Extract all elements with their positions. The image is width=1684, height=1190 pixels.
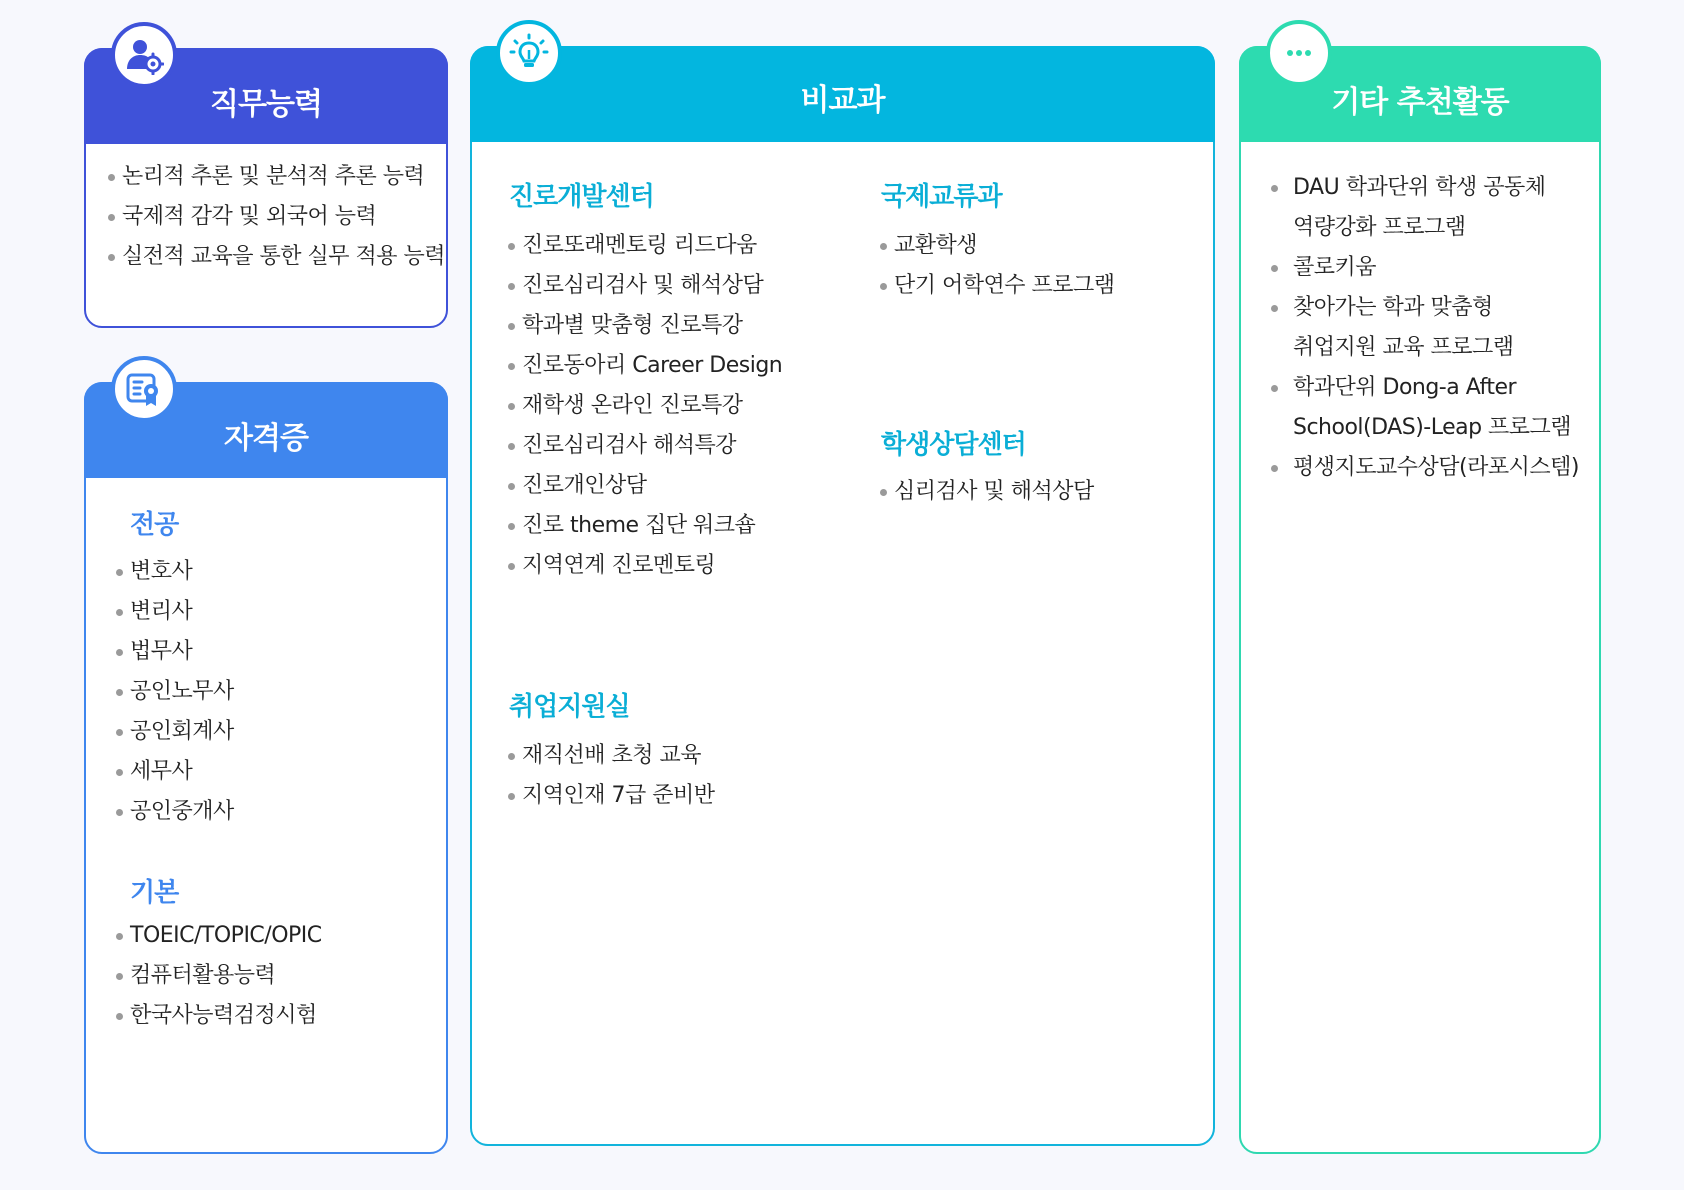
major-list: [116, 552, 234, 832]
list-item: 한국사능력검정시험: [116, 996, 322, 1036]
other-activities-list: [1271, 168, 1579, 488]
list-item: 진로심리검사 해석특강: [508, 426, 782, 466]
employment-list: [508, 736, 715, 816]
international-title: 국제교류과: [881, 182, 1002, 212]
list-item: 평생지도교수상담(라포시스템): [1271, 448, 1579, 488]
list-item: 진로심리검사 및 해석상담: [508, 266, 782, 306]
list-item: 재학생 온라인 진로특강: [508, 386, 782, 426]
international-list: [880, 226, 1115, 306]
list-item: 학과단위 Dong-a After: [1271, 368, 1579, 408]
list-item: 변호사: [116, 552, 234, 592]
career-center-list: [508, 226, 782, 586]
list-item: 취업지원 교육 프로그램: [1293, 335, 1514, 360]
list-item: 실전적 교육을 통한 실무 적용 능력: [108, 237, 445, 277]
certificate-icon: [111, 356, 177, 422]
extracurricular-card: [470, 46, 1215, 1146]
major-section-title: 전공: [130, 510, 179, 540]
list-item: 국제적 감각 및 외국어 능력: [108, 197, 445, 237]
list-item: 지역인재 7급 준비반: [508, 776, 715, 816]
more-dots-icon: [1266, 20, 1332, 86]
list-item: School(DAS)-Leap 프로그램: [1293, 415, 1572, 440]
other-activities-title: 기타 추천활동: [1331, 85, 1509, 120]
list-item: 세무사: [116, 752, 234, 792]
list-item: 지역연계 진로멘토링: [508, 546, 782, 586]
extracurricular-header: [470, 46, 1215, 142]
job-skills-list: [108, 157, 445, 277]
list-item: 학과별 맞춤형 진로특강: [508, 306, 782, 346]
list-item: 찾아가는 학과 맞춤형: [1271, 288, 1579, 328]
list-item: 심리검사 및 해석상담: [880, 472, 1094, 512]
certificate-title: 자격증: [224, 421, 308, 456]
list-item: 공인회계사: [116, 712, 234, 752]
certificate-card: [84, 382, 448, 1154]
list-item: 진로동아리 Career Design: [508, 346, 782, 386]
list-item: 콜로키움: [1271, 248, 1579, 288]
list-item: 변리사: [116, 592, 234, 632]
list-item: 공인노무사: [116, 672, 234, 712]
job-skills-title: 직무능력: [210, 87, 322, 122]
career-center-title: 진로개발센터: [509, 182, 654, 212]
extracurricular-title: 비교과: [800, 83, 885, 118]
counseling-title: 학생상담센터: [881, 430, 1026, 460]
basic-section-title: 기본: [130, 878, 179, 908]
list-item: DAU 학과단위 학생 공동체: [1271, 168, 1579, 208]
other-activities-card: [1239, 46, 1601, 1154]
list-item: 교환학생: [880, 226, 1115, 266]
list-item: 단기 어학연수 프로그램: [880, 266, 1115, 306]
list-item: 컴퓨터활용능력: [116, 956, 322, 996]
list-item: 논리적 추론 및 분석적 추론 능력: [108, 157, 445, 197]
list-item: 진로 theme 집단 워크숍: [508, 506, 782, 546]
employment-title: 취업지원실: [509, 692, 630, 722]
list-item: 법무사: [116, 632, 234, 672]
list-item: 역량강화 프로그램: [1293, 215, 1466, 240]
list-item: 공인중개사: [116, 792, 234, 832]
list-item: TOEIC/TOPIC/OPIC: [116, 916, 322, 956]
basic-list: [116, 916, 322, 1036]
user-gear-icon: [111, 22, 177, 88]
lightbulb-icon: [496, 20, 562, 86]
list-item: 재직선배 초청 교육: [508, 736, 715, 776]
job-skills-card: [84, 48, 448, 328]
counseling-list: [880, 472, 1094, 512]
list-item: 진로개인상담: [508, 466, 782, 506]
list-item: 진로또래멘토링 리드다움: [508, 226, 782, 266]
